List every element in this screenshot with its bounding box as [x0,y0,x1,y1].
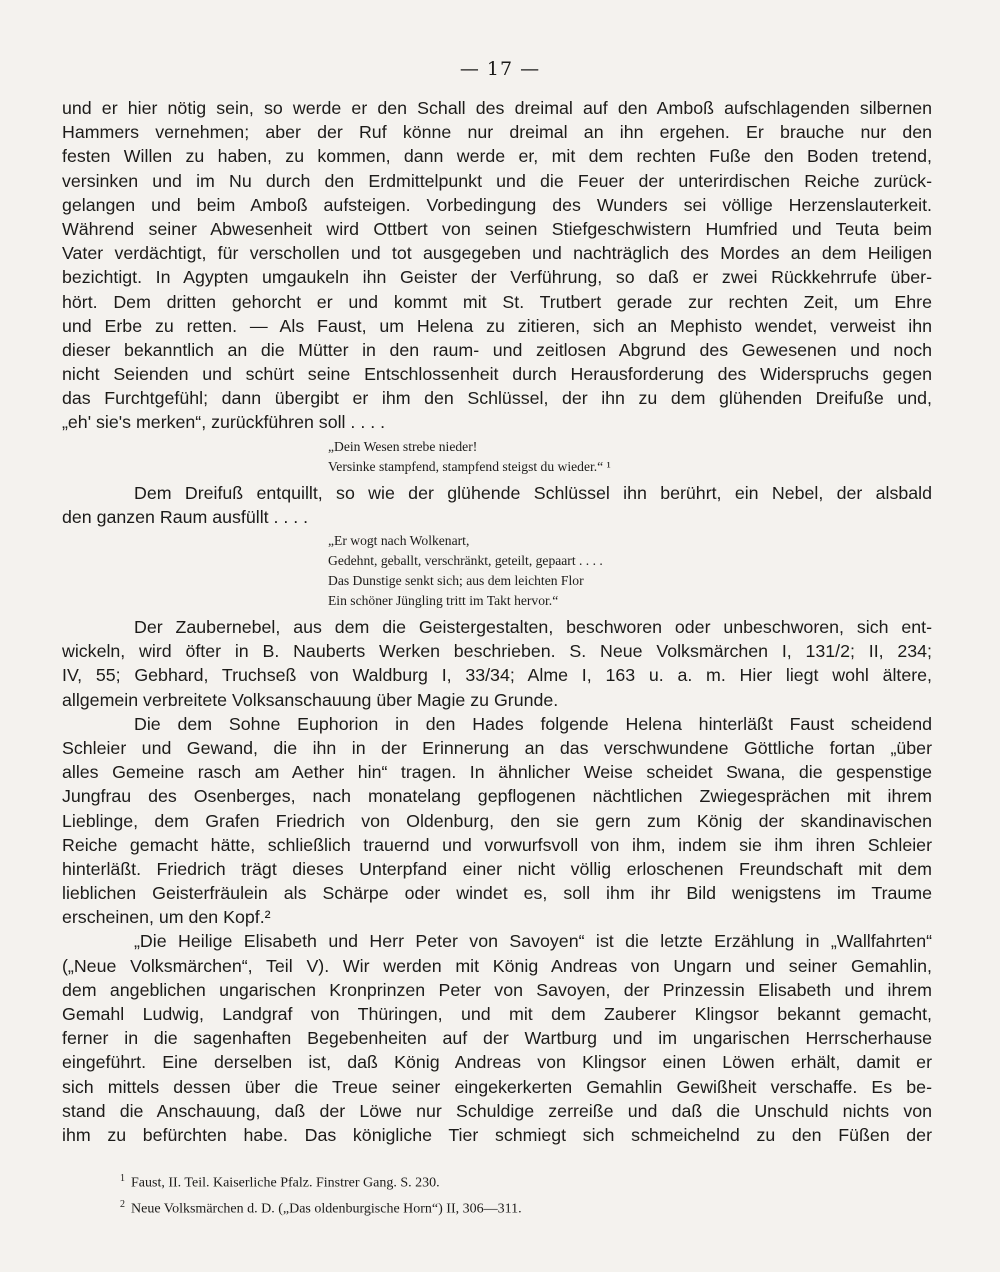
main-text [62,96,932,1147]
text-line: Gemahl Ludwig, Landgraf von Thüringen, und mit dem Zauberer Klingsor bekannt gemacht, [62,1004,932,1024]
text-line: und er hier nötig sein, so werde er den Schall des dreimal auf den Amboß aufschlagenden silbernen [62,98,932,118]
text-line: Die dem Sohne Euphorion in den Hades folgende Helena hinterläßt Faust scheidend [134,713,932,734]
text-line: den ganzen Raum ausfüllt . . . . [62,506,309,527]
text-line: Jungfrau des Osenberges, nach monatelang gepflogenen nächtlichen Zwiegesprächen mit ihrem [62,786,932,807]
verse-quote-1 [328,437,778,477]
footnote-text: Neue Volksmärchen d. D. („Das oldenburgische Horn“) II, 306—311. [131,1201,522,1217]
text-line: Dem Dreifuß entquillt, so wie der glühende Schlüssel ihn berührt, ein Nebel, der alsbald [134,482,932,503]
text-line: erscheinen, um den Kopf.² [62,907,271,928]
page-number: — 17 — [459,58,541,80]
text-line: allgemein verbreitete Volksanschauung über Magie zu Grunde. [62,689,559,710]
text-line: hört. Dem dritten gehorcht er und kommt mit St. Trutbert gerade zur rechten Zeit, um Ehre [62,291,932,312]
text-line: Vater verdächtigt, für verschollen und tot ausgegeben und nachträglich des Mordes an dem Heiligen [62,243,932,264]
text-line: „eh' sie's merken“, zurückführen soll . . . . [62,412,386,433]
text-line: das Furchtgefühl; dann übergibt er ihm den Schlüssel, der ihn zu dem glühenden Dreifuße und, [62,388,932,409]
verse-quote-2 [328,531,778,611]
text-line: wickeln, wird öfter in B. Nauberts Werken beschrieben. S. Neue Volksmärchen I, 131/2; II, 234; [62,641,932,662]
text-line: ihm zu befürchten habe. Das königliche Tier schmiegt sich schmeichelnd zu den Füßen der [62,1124,932,1145]
text-line: versinken und im Nu durch den Erdmittelpunkt und die Feuer der unterirdischen Reiche zurück- [62,170,932,191]
text-line: Hammers vernehmen; aber der Ruf könne nur dreimal an ihn ergehen. Er brauche nur den [62,122,932,143]
text-line: Lieblinge, dem Grafen Friedrich von Oldenburg, den sie gern zum König der skandinavischen [62,810,932,831]
footnote-text: Faust, II. Teil. Kaiserliche Pfalz. Finstrer Gang. S. 230. [131,1175,440,1191]
text-line: Reiche gemacht hätte, schließlich trauernd und vorwurfsvoll von ihm, indem sie ihm ihren Schleier [62,834,932,855]
footnote [120,1168,920,1194]
text-line: ferner in die sagenhaften Begebenheiten auf der Wartburg und im ungarischen Herrscherhause [62,1028,932,1049]
text-line: eingeführt. Eine derselben ist, daß König Andreas von Klingsor einen Löwen erhält, damit er [62,1052,932,1073]
text-line: nicht Seienden und schürt seine Entschlossenheit durch Herausforderung des Widerspruchs gegen [62,364,932,385]
footnotes [120,1168,920,1219]
text-line: Während seiner Abwesenheit wird Ottbert von seinen Stiefgeschwistern Humfried und Teuta beim [62,218,932,239]
verse-line: Ein schöner Jüngling tritt im Takt hervor.“ [328,593,559,608]
text-line: IV, 55; Gebhard, Truchseß von Waldburg I, 33/34; Alme I, 163 u. a. m. Hier liegt wohl ältere, [62,665,932,686]
text-line: sich mittels dessen über die Treue seiner eingekerkerten Gemahlin Gewißheit verschaffe. Es be- [62,1076,932,1097]
footnote [120,1194,920,1220]
text-line: dieser bekanntlich an die Mütter in den raum- und zeitlosen Abgrund des Gewesenen und noch [62,339,932,360]
verse-line: „Dein Wesen strebe nieder! [328,438,478,454]
text-line: und Erbe zu retten. — Als Faust, um Helena zu zitieren, sich an Mephisto wendet, verweist ihn [62,315,932,336]
verse-line: „Er wogt nach Wolkenart, [328,533,470,548]
text-line: Schleier und Gewand, die ihn in der Erinnerung an das verschwundene Göttliche fortan „über [62,737,932,758]
footnote-mark: 2 [120,1198,125,1210]
verse-line: Das Dunstige senkt sich; aus dem leichten Flor [328,573,584,588]
text-line: Der Zaubernebel, aus dem die Geistergestalten, beschworen oder unbeschworen, sich ent- [134,617,932,637]
text-line: stand die Anschauung, daß der Löwe nur Schuldige zerreiße und daß die Unschuld nichts von [62,1100,932,1121]
text-line: festen Willen zu haben, zu kommen, dann werde er, mit dem rechten Fuße den Boden tretend, [62,146,932,167]
text-line: dem angeblichen ungarischen Kronprinzen Peter von Savoyen, der Prinzessin Elisabeth und ihrem [62,979,932,1000]
text-line: gelangen und beim Amboß aufsteigen. Vorbedingung des Wunders sei völlige Herzenslauterkeit. [62,194,932,215]
text-line: bezichtigt. In Agypten umgaukeln ihn Geister der Verführung, so daß er zwei Rückkehrrufe über- [62,267,932,288]
text-line: lieblichen Geisterfräulein als Schärpe oder windet es, soll ihm ihr Bild wenigstens im Traume [62,883,932,904]
verse-line: Gedehnt, geballt, verschränkt, geteilt, gepaart . . . . [328,553,603,568]
footnote-mark: 1 [120,1173,125,1184]
text-line: („Neue Volksmärchen“, Teil V). Wir werden mit König Andreas von Ungarn und seiner Gemahlin, [62,955,932,976]
verse-line: Versinke stampfend, stampfend steigst du wieder.“ ¹ [328,458,611,474]
text-line: „Die Heilige Elisabeth und Herr Peter von Savoyen“ ist die letzte Erzählung in „Wallfahrten“ [134,931,932,952]
text-line: hinterläßt. Friedrich trägt dieses Unterpfand einer nicht völlig erloschenen Freundschaft mit dem [62,858,932,879]
text-line: alles Gemeine rasch am Aether hin“ tragen. In ähnlicher Weise scheidet Swana, die gespenstige [62,762,932,783]
